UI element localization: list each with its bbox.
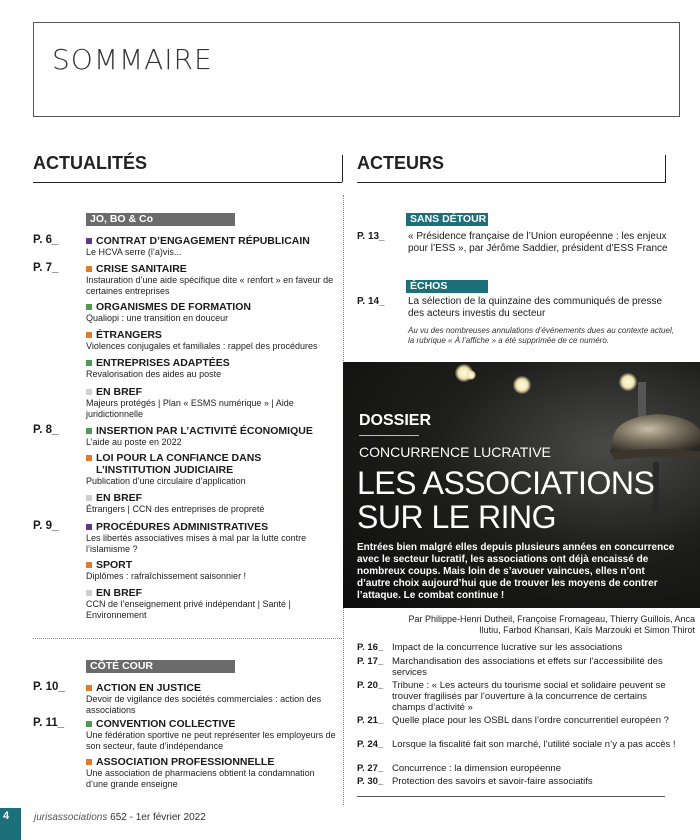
page-number: P. 7_ — [33, 262, 59, 274]
dossier-item[interactable]: Protection des savoirs et savoir-faire associatifs — [392, 776, 593, 787]
spotlight-icon — [466, 370, 476, 380]
entry-description: Une fédération sportive ne peut représenter les employeurs de son secteur, faute d’indépendance — [86, 730, 336, 751]
issue-info: 652 - 1er février 2022 — [110, 812, 206, 823]
actualites-title: ACTUALITÉS — [33, 153, 147, 173]
category-square-icon — [86, 304, 92, 310]
dossier-title-line: LES ASSOCIATIONS — [357, 465, 655, 501]
page-number: P. 24_ — [357, 739, 384, 750]
entry-description: L’aide au poste en 2022 — [86, 437, 182, 447]
entry-description: Devoir de vigilance des sociétés commerciales : action des associations — [86, 694, 322, 715]
footer-rule — [357, 796, 665, 797]
dossier-item[interactable]: Tribune : « Les acteurs du tourisme social et solidaire peuvent se trouver fragilisés par l’ouverture à la concurrence de certains champs d’activité » — [392, 680, 666, 713]
category-square-icon — [86, 238, 92, 244]
footer-page-number: 4 — [3, 810, 10, 822]
dossier-feature[interactable] — [343, 362, 700, 608]
dossier-label: DOSSIER — [359, 412, 432, 429]
toc-entry[interactable] — [86, 386, 336, 419]
cour-divider — [33, 638, 342, 639]
category-square-icon — [86, 332, 92, 338]
toc-entry[interactable] — [86, 452, 336, 487]
publication-name: jurisassociations — [34, 812, 108, 823]
entry-description: Qualiopi : une transition en douceur — [86, 313, 229, 323]
toc-entry[interactable] — [86, 492, 336, 515]
page-number: P. 16_ — [357, 642, 384, 653]
toc-entry[interactable] — [86, 587, 336, 620]
toc-entry[interactable] — [86, 301, 336, 324]
sommaire-header — [33, 22, 680, 117]
entry-heading: CONVENTION COLLECTIVE — [96, 718, 236, 730]
entry-description: Revalorisation des aides au poste — [86, 369, 222, 379]
page-number: P. 21_ — [357, 715, 384, 726]
page-number: P. 14_ — [357, 296, 385, 307]
acteurs-title: ACTEURS — [357, 153, 445, 173]
entry-description: Le HCVA serre (l’a)vis... — [86, 247, 182, 257]
entry-heading: ACTION EN JUSTICE — [96, 682, 202, 694]
section-label-sans-detour: SANS DÉTOUR — [406, 213, 488, 226]
entry-heading: INSERTION PAR L’ACTIVITÉ ÉCONOMIQUE — [96, 425, 313, 437]
entry-description: Instauration d’une aide spécifique dite « renfort » en faveur de certaines entreprises — [86, 275, 334, 296]
actualites-rule — [33, 182, 342, 183]
dossier-authors: Par Philippe-Henri Dutheil, Françoise Fromageau, Thierry Guillois, Anca Ilutiu, Farbod Khansari, Kaïs Marzouki et Simon Thirot — [408, 614, 695, 635]
dossier-lead: Entrées bien malgré elles depuis plusieurs années en concurrence avec le secteur lucratif, les associations ont déjà encaissé de nombreux coups. Mais loin de s’avouer vaincues, elles n’ont d’autre choix aujourd’hui que de trouver les moyens de contrer l’attaque. Le combat continue ! — [357, 542, 675, 601]
page-number: P. 27_ — [357, 763, 384, 774]
entry-heading: EN BREF — [96, 386, 143, 398]
category-square-icon — [86, 266, 92, 272]
page-number: P. 30_ — [357, 776, 384, 787]
entry-heading: PROCÉDURES ADMINISTRATIVES — [96, 521, 269, 533]
entry-description: Une association de pharmaciens obtient la condamnation d’une grande enseigne — [86, 768, 315, 789]
toc-entry[interactable] — [86, 263, 336, 296]
toc-entry[interactable] — [86, 425, 336, 448]
section-label-jo: JO, BO & Co — [86, 213, 235, 226]
entry-description: CCN de l’enseignement privé indépendant | Santé | Environnement — [86, 599, 291, 620]
entry-description: Violences conjugales et familiales : rappel des procédures — [86, 341, 318, 351]
category-square-icon — [86, 721, 92, 727]
toc-entry[interactable] — [86, 329, 336, 352]
dossier-title-line: SUR LE RING — [357, 499, 556, 535]
entry-heading: SPORT — [96, 559, 133, 571]
entry-heading: ORGANISMES DE FORMATION — [96, 301, 251, 313]
category-square-icon — [86, 428, 92, 434]
entry-description: Étrangers | CCN des entreprises de propreté — [86, 504, 265, 514]
page-title: SOMMAIRE — [52, 43, 213, 76]
category-square-icon — [86, 495, 92, 501]
entry-heading: CONTRAT D’ENGAGEMENT RÉPUBLICAIN — [96, 235, 310, 247]
category-square-icon — [86, 524, 92, 530]
entry-heading: ENTREPRISES ADAPTÉES — [96, 357, 230, 369]
entry-description: Les libertés associatives mises à mal par la lutte contre l’islamisme ? — [86, 533, 307, 554]
toc-entry[interactable] — [86, 235, 336, 258]
entry-description: Diplômes : rafraîchissement saisonnier ! — [86, 571, 247, 581]
toc-entry[interactable] — [86, 682, 336, 715]
category-square-icon — [86, 389, 92, 395]
dossier-item[interactable]: Lorsque la fiscalité fait son marché, l’utilité sociale n’y a pas accès ! — [392, 739, 676, 750]
category-square-icon — [86, 455, 92, 461]
acteurs-tick — [665, 155, 666, 182]
echos-entry[interactable]: La sélection de la quinzaine des communiqués de presse des acteurs investis du secteur — [408, 296, 663, 319]
entry-description: Publication d’une circulaire d’application — [86, 476, 246, 486]
page-number: P. 13_ — [357, 231, 385, 242]
entry-heading: ÉTRANGERS — [96, 329, 162, 341]
dossier-subtitle: CONCURRENCE LUCRATIVE — [359, 444, 551, 460]
dossier-rule — [359, 435, 419, 436]
section-label-cour: CÔTÉ COUR — [86, 660, 235, 673]
spotlight-icon — [513, 376, 531, 394]
entry-heading: EN BREF — [96, 587, 143, 599]
toc-entry[interactable] — [86, 559, 336, 582]
dossier-title — [357, 466, 654, 534]
toc-entry[interactable] — [86, 521, 336, 554]
page-number: P. 11_ — [33, 717, 65, 729]
page-number: P. 8_ — [33, 424, 59, 436]
entry-heading: CRISE SANITAIRE — [96, 263, 187, 275]
dossier-item[interactable]: Quelle place pour les OSBL dans l’ordre concurrentiel européen ? — [392, 715, 669, 726]
page-number: P. 10_ — [33, 681, 65, 693]
category-square-icon — [86, 590, 92, 596]
page-number: P. 6_ — [33, 234, 59, 246]
category-square-icon — [86, 759, 92, 765]
actualites-tick — [342, 155, 343, 182]
category-square-icon — [86, 360, 92, 366]
footer-publication — [34, 812, 206, 823]
entry-heading: EN BREF — [96, 492, 143, 504]
entry-heading: ASSOCIATION PROFESSIONNELLE — [96, 756, 275, 768]
category-square-icon — [86, 685, 92, 691]
page-number: P. 9_ — [33, 520, 59, 532]
dossier-item[interactable]: Marchandisation des associations et effets sur l’accessibilité des services — [392, 656, 663, 678]
dossier-item[interactable]: Concurrence : la dimension européenne — [392, 763, 561, 774]
toc-entry[interactable] — [86, 357, 336, 380]
echos-note: Au vu des nombreuses annulations d’événements dues au contexte actuel, la rubrique « À l’affiche » a été supprimée de ce numéro. — [408, 326, 674, 345]
acteurs-rule — [357, 182, 666, 183]
toc-entry[interactable] — [86, 718, 336, 751]
toc-entry[interactable] — [86, 756, 336, 789]
section-label-echos: ÉCHOS — [406, 280, 488, 293]
page-number: P. 20_ — [357, 680, 384, 691]
category-square-icon — [86, 562, 92, 568]
entry-heading: LOI POUR LA CONFIANCE DANS L’INSTITUTION JUDICIAIRE — [96, 452, 262, 476]
page-number: P. 17_ — [357, 656, 384, 667]
sans-detour-entry[interactable]: « Présidence française de l’Union européenne : les enjeux pour l’ESS », par Jérôme Saddier, président d’ESS France — [408, 231, 668, 254]
dossier-item[interactable]: Impact de la concurrence lucrative sur les associations — [392, 642, 623, 653]
entry-description: Majeurs protégés | Plan « ESMS numérique » | Aide juridictionnelle — [86, 398, 294, 419]
